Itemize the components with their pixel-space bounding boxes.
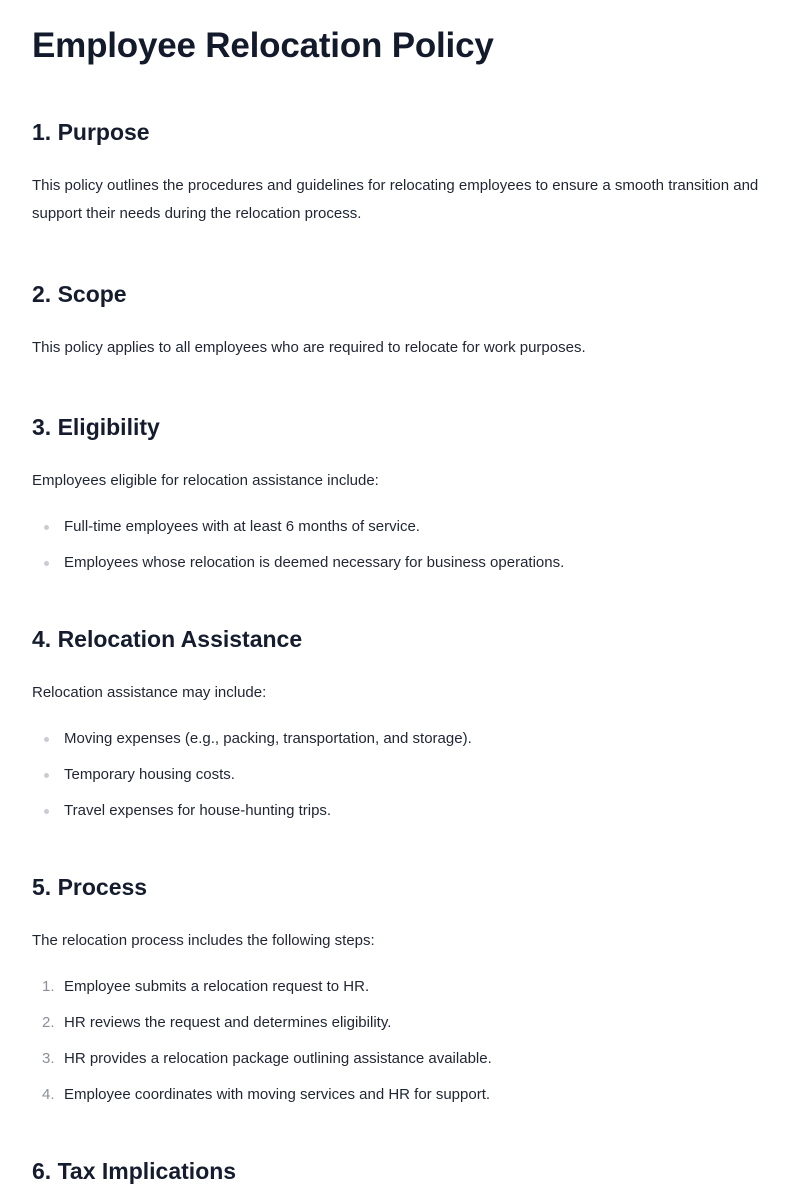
section-text-scope: This policy applies to all employees who are required to relocate for work purposes. xyxy=(32,339,586,356)
list-item xyxy=(32,728,768,750)
bullet-icon xyxy=(44,737,49,742)
section-text-eligibility: Employees eligible for relocation assistance include: xyxy=(32,472,379,489)
step-number: 3. xyxy=(42,1050,55,1067)
step-item xyxy=(32,976,768,998)
section-tax-implications xyxy=(32,1156,768,1186)
section-text-relocation-assistance: Relocation assistance may include: xyxy=(32,684,267,701)
bullet-icon xyxy=(44,773,49,778)
assistance-list xyxy=(32,728,768,822)
section-heading-tax-implications: 6. Tax Implications xyxy=(32,1158,237,1184)
step-number: 1. xyxy=(42,978,55,995)
eligibility-list xyxy=(32,516,768,574)
step-text: HR reviews the request and determines eligibility. xyxy=(64,1014,392,1031)
page-title: Employee Relocation Policy xyxy=(32,26,494,65)
step-item xyxy=(32,1084,768,1106)
bullet-icon xyxy=(44,525,49,530)
section-process xyxy=(32,872,768,1106)
section-purpose xyxy=(32,117,768,228)
step-text: Employee coordinates with moving services and HR for support. xyxy=(64,1086,491,1103)
list-item xyxy=(32,800,768,822)
bullet-icon xyxy=(44,561,49,566)
section-heading-process: 5. Process xyxy=(32,874,148,900)
list-item-text: Employees whose relocation is deemed necessary for business operations. xyxy=(64,554,565,571)
list-item-text: Temporary housing costs. xyxy=(64,766,235,783)
section-scope xyxy=(32,279,768,362)
section-heading-scope: 2. Scope xyxy=(32,281,127,307)
step-item xyxy=(32,1012,768,1034)
section-text-process: The relocation process includes the following steps: xyxy=(32,932,375,949)
list-item xyxy=(32,516,768,538)
process-steps-list xyxy=(32,976,768,1106)
step-text: HR provides a relocation package outlining assistance available. xyxy=(64,1050,492,1067)
list-item-text: Travel expenses for house-hunting trips. xyxy=(64,802,332,819)
section-eligibility xyxy=(32,412,768,574)
section-heading-purpose: 1. Purpose xyxy=(32,119,150,145)
step-number: 2. xyxy=(42,1014,55,1031)
step-number: 4. xyxy=(42,1086,55,1103)
step-item xyxy=(32,1048,768,1070)
section-heading-eligibility: 3. Eligibility xyxy=(32,414,160,440)
list-item xyxy=(32,764,768,786)
section-text-purpose: This policy outlines the procedures and guidelines for relocating employees to ensure a smooth transition and support their needs during the relocation process. xyxy=(32,177,759,222)
bullet-icon xyxy=(44,809,49,814)
step-text: Employee submits a relocation request to HR. xyxy=(64,978,370,995)
section-relocation-assistance xyxy=(32,624,768,822)
list-item xyxy=(32,552,768,574)
list-item-text: Full-time employees with at least 6 months of service. xyxy=(64,518,420,535)
list-item-text: Moving expenses (e.g., packing, transportation, and storage). xyxy=(64,730,472,747)
section-heading-relocation-assistance: 4. Relocation Assistance xyxy=(32,626,303,652)
